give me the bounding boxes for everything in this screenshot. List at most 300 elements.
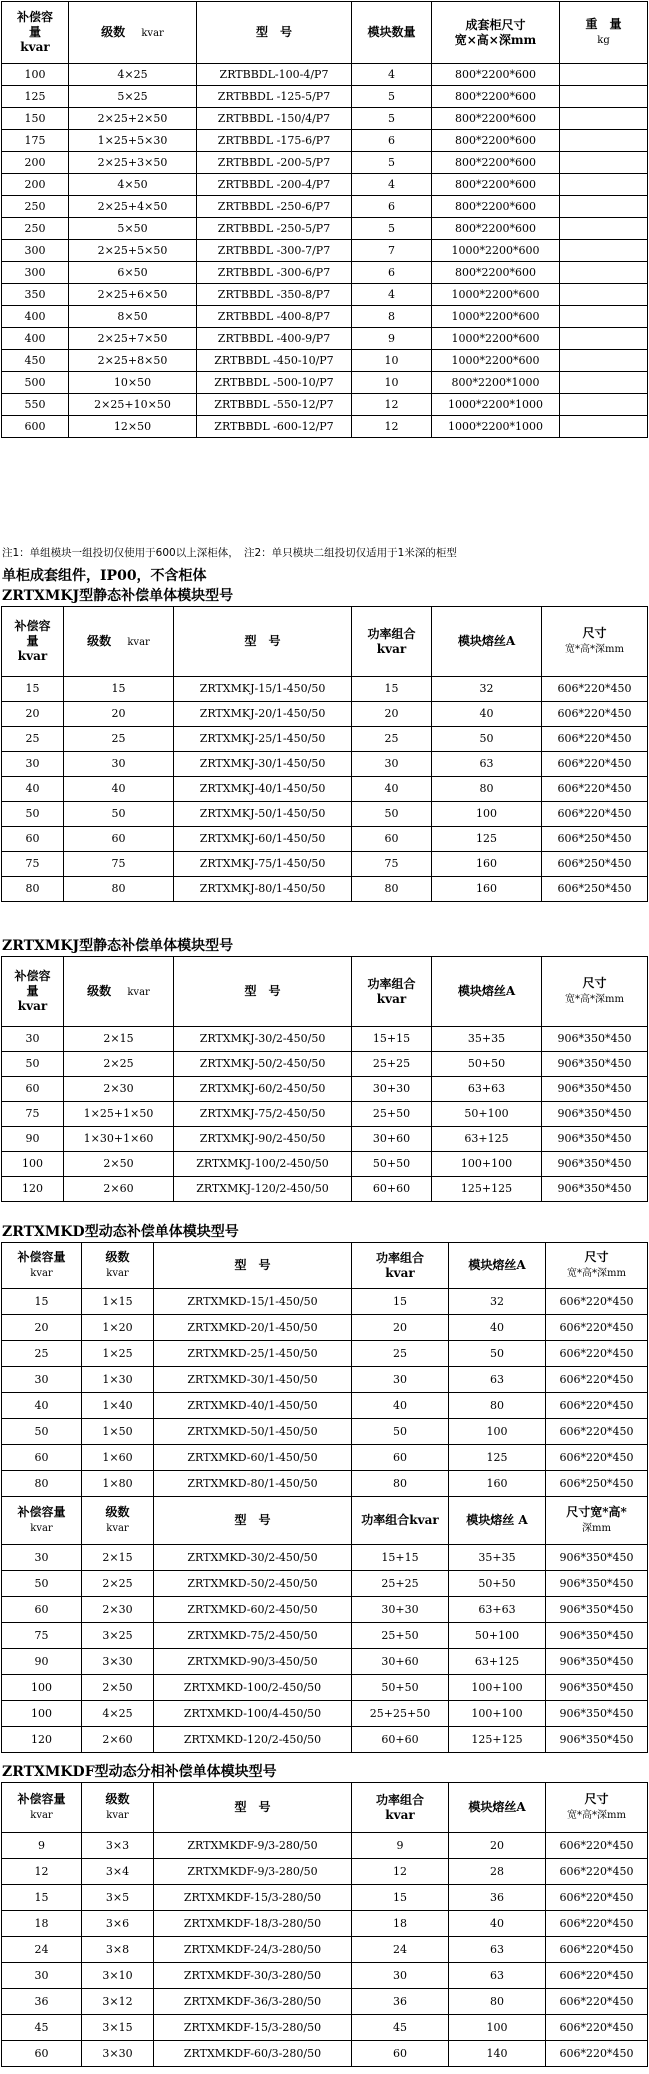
col-fuse-header: 模块熔丝 A bbox=[449, 1497, 546, 1545]
cell-col4: 40 bbox=[352, 777, 432, 802]
cell-col6: 906*350*450 bbox=[546, 1727, 648, 1753]
cell-col6: 906*350*450 bbox=[542, 1177, 648, 1202]
cell-model: ZRTBBDL -250-5/P7 bbox=[197, 218, 352, 240]
cell-col4: 18 bbox=[352, 1911, 449, 1937]
col-power-header: 功率组合 kvar bbox=[352, 957, 432, 1027]
cell-stages: 2×30 bbox=[64, 1077, 174, 1102]
cell-stages: 3×4 bbox=[82, 1859, 154, 1885]
cell-model: ZRTBBDL -600-12/P7 bbox=[197, 416, 352, 438]
cell-model: ZRTBBDL -500-10/P7 bbox=[197, 372, 352, 394]
col-cabinet-size-header: 成套柜尺寸 宽×高×深mm bbox=[432, 2, 560, 64]
cell-stages: 60 bbox=[64, 827, 174, 852]
table-header-row bbox=[2, 1243, 648, 1289]
cell-model: ZRTXMKJ-100/2-450/50 bbox=[174, 1152, 352, 1177]
cell-col4: 12 bbox=[352, 394, 432, 416]
cell-capacity: 30 bbox=[2, 1963, 82, 1989]
cell-col6: 606*220*450 bbox=[542, 727, 648, 752]
cell-stages: 5×50 bbox=[69, 218, 197, 240]
cell-col6: 906*350*450 bbox=[546, 1649, 648, 1675]
cell-col5: 100+100 bbox=[432, 1152, 542, 1177]
cell-col5: 160 bbox=[432, 877, 542, 902]
cell-col6 bbox=[560, 350, 648, 372]
table-row bbox=[2, 350, 648, 372]
cell-col5: 63+125 bbox=[449, 1649, 546, 1675]
cell-stages: 12×50 bbox=[69, 416, 197, 438]
cell-model: ZRTXMKJ-75/2-450/50 bbox=[174, 1102, 352, 1127]
cell-col5: 50+50 bbox=[432, 1052, 542, 1077]
col-fuse-header: 模块熔丝A bbox=[432, 607, 542, 677]
cell-capacity: 20 bbox=[2, 1315, 82, 1341]
table-header-row bbox=[2, 1783, 648, 1833]
table-row bbox=[2, 677, 648, 702]
cell-capacity: 50 bbox=[2, 1052, 64, 1077]
cell-model: ZRTXMKJ-20/1-450/50 bbox=[174, 702, 352, 727]
col-capacity-header: 补偿容 量 kvar bbox=[2, 2, 69, 64]
cell-model: ZRTXMKDF-30/3-280/50 bbox=[154, 1963, 352, 1989]
cell-stages: 2×50 bbox=[82, 1675, 154, 1701]
table-row bbox=[2, 1127, 648, 1152]
cell-col6: 606*220*450 bbox=[546, 1885, 648, 1911]
table-row bbox=[2, 1289, 648, 1315]
cell-model: ZRTXMKJ-90/2-450/50 bbox=[174, 1127, 352, 1152]
cell-col4: 25+50 bbox=[352, 1623, 449, 1649]
cell-capacity: 50 bbox=[2, 802, 64, 827]
cell-stages: 3×6 bbox=[82, 1911, 154, 1937]
table-row bbox=[2, 1027, 648, 1052]
cell-col4: 4 bbox=[352, 64, 432, 86]
cell-col4: 20 bbox=[352, 1315, 449, 1341]
cell-col6: 906*350*450 bbox=[542, 1152, 648, 1177]
cell-col4: 40 bbox=[352, 1393, 449, 1419]
cell-col4: 15+15 bbox=[352, 1027, 432, 1052]
col-stages-header: 级数 kvar bbox=[82, 1497, 154, 1545]
table-row bbox=[2, 1177, 648, 1202]
cell-model: ZRTXMKD-25/1-450/50 bbox=[154, 1341, 352, 1367]
cell-col6: 906*350*450 bbox=[542, 1077, 648, 1102]
cell-col4: 25+25 bbox=[352, 1571, 449, 1597]
cell-col6: 906*350*450 bbox=[546, 1571, 648, 1597]
cell-capacity: 100 bbox=[2, 1675, 82, 1701]
cell-stages: 20 bbox=[64, 702, 174, 727]
cell-col6: 906*350*450 bbox=[546, 1623, 648, 1649]
cell-col5: 800*2200*600 bbox=[432, 262, 560, 284]
cell-col5: 140 bbox=[449, 2041, 546, 2067]
col-fuse-header: 模块熔丝A bbox=[432, 957, 542, 1027]
cell-model: ZRTXMKJ-15/1-450/50 bbox=[174, 677, 352, 702]
table-row bbox=[2, 372, 648, 394]
static-double-module-table bbox=[1, 956, 648, 1202]
cell-capacity: 30 bbox=[2, 1027, 64, 1052]
cell-stages: 25 bbox=[64, 727, 174, 752]
table-row bbox=[2, 1419, 648, 1445]
cell-model: ZRTXMKDF-15/3-280/50 bbox=[154, 2015, 352, 2041]
table-row bbox=[2, 86, 648, 108]
table-row bbox=[2, 64, 648, 86]
cell-col4: 60 bbox=[352, 2041, 449, 2067]
cell-capacity: 60 bbox=[2, 1077, 64, 1102]
cell-capacity: 15 bbox=[2, 1885, 82, 1911]
cell-col4: 36 bbox=[352, 1989, 449, 2015]
cell-model: ZRTBBDL -450-10/P7 bbox=[197, 350, 352, 372]
col-capacity-header: 补偿容量 kvar bbox=[2, 1243, 82, 1289]
cell-stages: 1×40 bbox=[82, 1393, 154, 1419]
cell-model: ZRTXMKD-30/1-450/50 bbox=[154, 1367, 352, 1393]
cell-col5: 1000*2200*600 bbox=[432, 240, 560, 262]
cell-col4: 5 bbox=[352, 108, 432, 130]
cell-model: ZRTBBDL -300-6/P7 bbox=[197, 262, 352, 284]
cell-stages: 2×60 bbox=[64, 1177, 174, 1202]
cell-model: ZRTXMKJ-50/1-450/50 bbox=[174, 802, 352, 827]
cell-col6: 906*350*450 bbox=[546, 1597, 648, 1623]
cell-col6: 606*220*450 bbox=[546, 2041, 648, 2067]
cell-capacity: 90 bbox=[2, 1127, 64, 1152]
cell-col5: 800*2200*600 bbox=[432, 130, 560, 152]
cell-col6: 606*220*450 bbox=[546, 1963, 648, 1989]
table-row bbox=[2, 2015, 648, 2041]
col-module-count-header: 模块数量 bbox=[352, 2, 432, 64]
cell-col6: 606*220*450 bbox=[542, 677, 648, 702]
cell-capacity: 30 bbox=[2, 1367, 82, 1393]
cell-col4: 30+30 bbox=[352, 1597, 449, 1623]
cell-col5: 80 bbox=[432, 777, 542, 802]
cell-capacity: 550 bbox=[2, 394, 69, 416]
cell-stages: 8×50 bbox=[69, 306, 197, 328]
cell-col5: 1000*2200*600 bbox=[432, 350, 560, 372]
cell-col5: 800*2200*1000 bbox=[432, 372, 560, 394]
cell-capacity: 200 bbox=[2, 152, 69, 174]
cell-capacity: 150 bbox=[2, 108, 69, 130]
table-row bbox=[2, 1727, 648, 1753]
table-row bbox=[2, 1077, 648, 1102]
cell-col6: 606*220*450 bbox=[546, 1341, 648, 1367]
cell-col4: 50+50 bbox=[352, 1675, 449, 1701]
cell-capacity: 75 bbox=[2, 852, 64, 877]
table-row bbox=[2, 1102, 648, 1127]
cell-col5: 63+63 bbox=[432, 1077, 542, 1102]
cell-col6 bbox=[560, 328, 648, 350]
cell-capacity: 250 bbox=[2, 218, 69, 240]
cell-model: ZRTXMKD-30/2-450/50 bbox=[154, 1545, 352, 1571]
cell-col5: 20 bbox=[449, 1833, 546, 1859]
col-power-header: 功率组合 kvar bbox=[352, 1783, 449, 1833]
cell-col4: 5 bbox=[352, 218, 432, 240]
col-stages-header: 级数 kvar bbox=[82, 1783, 154, 1833]
cell-col5: 63+63 bbox=[449, 1597, 546, 1623]
cell-stages: 3×25 bbox=[82, 1623, 154, 1649]
cell-stages: 3×10 bbox=[82, 1963, 154, 1989]
cell-capacity: 100 bbox=[2, 1152, 64, 1177]
cell-capacity: 9 bbox=[2, 1833, 82, 1859]
cell-col6 bbox=[560, 174, 648, 196]
cell-col5: 100+100 bbox=[449, 1701, 546, 1727]
cell-col4: 60 bbox=[352, 1445, 449, 1471]
cell-model: ZRTBBDL -200-4/P7 bbox=[197, 174, 352, 196]
section-title-dynamic: ZRTXMKD型动态补偿单体模块型号 bbox=[2, 1224, 239, 1240]
cell-col4: 80 bbox=[352, 1471, 449, 1497]
table-row bbox=[2, 1989, 648, 2015]
cell-model: ZRTXMKD-100/4-450/50 bbox=[154, 1701, 352, 1727]
cell-col4: 30 bbox=[352, 1963, 449, 1989]
cell-model: ZRTBBDL -300-7/P7 bbox=[197, 240, 352, 262]
col-capacity-header: 补偿容量 kvar bbox=[2, 1497, 82, 1545]
section-title-static-double: ZRTXMKJ型静态补偿单体模块型号 bbox=[2, 938, 234, 954]
cell-model: ZRTXMKD-40/1-450/50 bbox=[154, 1393, 352, 1419]
col-capacity-header: 补偿容 量 kvar bbox=[2, 957, 64, 1027]
cell-col5: 160 bbox=[432, 852, 542, 877]
cell-col6: 606*220*450 bbox=[546, 1989, 648, 2015]
dynamic-split-phase-module-table bbox=[1, 1782, 648, 2067]
cell-stages: 50 bbox=[64, 802, 174, 827]
cell-stages: 2×25+8×50 bbox=[69, 350, 197, 372]
cell-stages: 1×25 bbox=[82, 1341, 154, 1367]
static-single-module-table bbox=[1, 606, 648, 902]
cell-model: ZRTXMKDF-18/3-280/50 bbox=[154, 1911, 352, 1937]
cell-col4: 5 bbox=[352, 152, 432, 174]
table-header-row bbox=[2, 2, 648, 64]
table-row bbox=[2, 1471, 648, 1497]
cell-stages: 2×25+6×50 bbox=[69, 284, 197, 306]
cell-col6 bbox=[560, 64, 648, 86]
cell-col4: 6 bbox=[352, 130, 432, 152]
cell-col5: 125 bbox=[449, 1445, 546, 1471]
cell-capacity: 250 bbox=[2, 196, 69, 218]
cell-col5: 800*2200*600 bbox=[432, 86, 560, 108]
cell-stages: 3×15 bbox=[82, 2015, 154, 2041]
cell-col5: 125+125 bbox=[432, 1177, 542, 1202]
cell-col4: 45 bbox=[352, 2015, 449, 2041]
cell-col6: 906*350*450 bbox=[542, 1052, 648, 1077]
table-row bbox=[2, 262, 648, 284]
cell-col5: 125 bbox=[432, 827, 542, 852]
cell-col5: 800*2200*600 bbox=[432, 64, 560, 86]
cell-col6: 606*220*450 bbox=[546, 2015, 648, 2041]
table-row bbox=[2, 1341, 648, 1367]
col-size-header: 尺寸 宽*高*深mm bbox=[542, 957, 648, 1027]
cell-col6: 606*220*450 bbox=[542, 777, 648, 802]
table-row bbox=[2, 1315, 648, 1341]
cell-col5: 63 bbox=[432, 752, 542, 777]
cell-capacity: 60 bbox=[2, 2041, 82, 2067]
cell-model: ZRTXMKD-20/1-450/50 bbox=[154, 1315, 352, 1341]
cell-stages: 2×25+4×50 bbox=[69, 196, 197, 218]
cell-stages: 30 bbox=[64, 752, 174, 777]
cell-col6: 606*220*450 bbox=[546, 1315, 648, 1341]
cell-model: ZRTBBDL -250-6/P7 bbox=[197, 196, 352, 218]
table-row bbox=[2, 1545, 648, 1571]
cell-capacity: 15 bbox=[2, 677, 64, 702]
cell-col4: 50+50 bbox=[352, 1152, 432, 1177]
cell-col5: 40 bbox=[432, 702, 542, 727]
cell-stages: 2×25+2×50 bbox=[69, 108, 197, 130]
cell-stages: 1×15 bbox=[82, 1289, 154, 1315]
cell-capacity: 80 bbox=[2, 1471, 82, 1497]
table-row bbox=[2, 827, 648, 852]
col-size-header: 尺寸 宽*高*深mm bbox=[542, 607, 648, 677]
cell-capacity: 350 bbox=[2, 284, 69, 306]
col-size-header: 尺寸 宽*高*深mm bbox=[546, 1783, 648, 1833]
cell-stages: 40 bbox=[64, 777, 174, 802]
col-capacity-header: 补偿容量 kvar bbox=[2, 1783, 82, 1833]
cell-col5: 800*2200*600 bbox=[432, 152, 560, 174]
cell-capacity: 24 bbox=[2, 1937, 82, 1963]
cell-stages: 15 bbox=[64, 677, 174, 702]
cell-stages: 3×30 bbox=[82, 2041, 154, 2067]
col-power-header: 功率组合 kvar bbox=[352, 1243, 449, 1289]
cell-model: ZRTXMKD-90/3-450/50 bbox=[154, 1649, 352, 1675]
cell-col4: 7 bbox=[352, 240, 432, 262]
cell-col6 bbox=[560, 372, 648, 394]
col-stages-header: 级数 kvar bbox=[82, 1243, 154, 1289]
cell-stages: 3×12 bbox=[82, 1989, 154, 2015]
cell-stages: 2×30 bbox=[82, 1597, 154, 1623]
cell-capacity: 400 bbox=[2, 306, 69, 328]
cell-col6: 606*220*450 bbox=[542, 752, 648, 777]
cell-col4: 25 bbox=[352, 1341, 449, 1367]
cell-capacity: 600 bbox=[2, 416, 69, 438]
cell-col6: 606*250*450 bbox=[542, 852, 648, 877]
cell-col6 bbox=[560, 108, 648, 130]
cell-capacity: 40 bbox=[2, 777, 64, 802]
cell-model: ZRTXMKJ-75/1-450/50 bbox=[174, 852, 352, 877]
col-size-header: 尺寸 宽*高*深mm bbox=[546, 1243, 648, 1289]
table-row bbox=[2, 394, 648, 416]
cell-col6 bbox=[560, 152, 648, 174]
cell-col6 bbox=[560, 394, 648, 416]
table-row bbox=[2, 416, 648, 438]
cell-col5: 40 bbox=[449, 1911, 546, 1937]
table-subheader-row bbox=[2, 1497, 648, 1545]
col-model-header: 型 号 bbox=[174, 957, 352, 1027]
cell-model: ZRTBBDL -400-8/P7 bbox=[197, 306, 352, 328]
cell-col5: 35+35 bbox=[449, 1545, 546, 1571]
table-row bbox=[2, 1963, 648, 1989]
cell-col6 bbox=[560, 306, 648, 328]
cell-col5: 35+35 bbox=[432, 1027, 542, 1052]
cell-stages: 2×15 bbox=[82, 1545, 154, 1571]
table-row bbox=[2, 1571, 648, 1597]
table-row bbox=[2, 174, 648, 196]
cell-stages: 2×25 bbox=[64, 1052, 174, 1077]
dynamic-module-table bbox=[1, 1242, 648, 1753]
cell-col6: 606*220*450 bbox=[546, 1445, 648, 1471]
cell-col5: 50+100 bbox=[432, 1102, 542, 1127]
cell-capacity: 100 bbox=[2, 1701, 82, 1727]
table-row bbox=[2, 1701, 648, 1727]
cell-model: ZRTXMKDF-36/3-280/50 bbox=[154, 1989, 352, 2015]
cell-capacity: 300 bbox=[2, 262, 69, 284]
cell-capacity: 18 bbox=[2, 1911, 82, 1937]
col-fuse-header: 模块熔丝A bbox=[449, 1243, 546, 1289]
cell-model: ZRTXMKD-15/1-450/50 bbox=[154, 1289, 352, 1315]
cell-col6 bbox=[560, 416, 648, 438]
cell-col4: 8 bbox=[352, 306, 432, 328]
cell-col5: 1000*2200*1000 bbox=[432, 416, 560, 438]
cell-model: ZRTXMKD-80/1-450/50 bbox=[154, 1471, 352, 1497]
table-row bbox=[2, 702, 648, 727]
table-row bbox=[2, 240, 648, 262]
cell-model: ZRTXMKD-50/1-450/50 bbox=[154, 1419, 352, 1445]
cell-model: ZRTBBDL -125-5/P7 bbox=[197, 86, 352, 108]
cell-model: ZRTXMKDF-60/3-280/50 bbox=[154, 2041, 352, 2067]
col-weight-header: 重 量 kg bbox=[560, 2, 648, 64]
cell-model: ZRTXMKJ-30/1-450/50 bbox=[174, 752, 352, 777]
cell-capacity: 120 bbox=[2, 1727, 82, 1753]
cell-stages: 80 bbox=[64, 877, 174, 902]
cell-model: ZRTXMKDF-9/3-280/50 bbox=[154, 1859, 352, 1885]
cell-col5: 1000*2200*1000 bbox=[432, 394, 560, 416]
cell-col6: 906*350*450 bbox=[546, 1701, 648, 1727]
table-row bbox=[2, 852, 648, 877]
cell-col5: 80 bbox=[449, 1989, 546, 2015]
cell-stages: 4×25 bbox=[82, 1701, 154, 1727]
table-row bbox=[2, 752, 648, 777]
cell-capacity: 50 bbox=[2, 1419, 82, 1445]
table-header-row bbox=[2, 607, 648, 677]
table-row bbox=[2, 777, 648, 802]
cell-stages: 2×15 bbox=[64, 1027, 174, 1052]
cell-model: ZRTBBDL -175-6/P7 bbox=[197, 130, 352, 152]
cell-col4: 60+60 bbox=[352, 1727, 449, 1753]
cell-capacity: 90 bbox=[2, 1649, 82, 1675]
col-stages-header: 级数 kvar bbox=[69, 2, 197, 64]
cell-col4: 25 bbox=[352, 727, 432, 752]
cell-col6: 606*250*450 bbox=[542, 827, 648, 852]
cell-col4: 15 bbox=[352, 1289, 449, 1315]
col-capacity-header: 补偿容 量 kvar bbox=[2, 607, 64, 677]
cell-stages: 4×50 bbox=[69, 174, 197, 196]
cell-col5: 63 bbox=[449, 1367, 546, 1393]
cell-model: ZRTXMKD-100/2-450/50 bbox=[154, 1675, 352, 1701]
cell-col4: 10 bbox=[352, 350, 432, 372]
cell-model: ZRTXMKDF-15/3-280/50 bbox=[154, 1885, 352, 1911]
cell-stages: 1×30+1×60 bbox=[64, 1127, 174, 1152]
cell-col6: 606*250*450 bbox=[546, 1471, 648, 1497]
cell-stages: 2×60 bbox=[82, 1727, 154, 1753]
section-title-dynamic-split-phase: ZRTXMKDF型动态分相补偿单体模块型号 bbox=[2, 1764, 277, 1780]
cell-col5: 1000*2200*600 bbox=[432, 328, 560, 350]
table-row bbox=[2, 130, 648, 152]
cell-col4: 12 bbox=[352, 416, 432, 438]
col-power-header: 功率组合kvar bbox=[352, 1497, 449, 1545]
cell-capacity: 200 bbox=[2, 174, 69, 196]
table-row bbox=[2, 284, 648, 306]
cell-stages: 1×25+5×30 bbox=[69, 130, 197, 152]
cell-stages: 4×25 bbox=[69, 64, 197, 86]
cell-stages: 3×3 bbox=[82, 1833, 154, 1859]
cell-col5: 63+125 bbox=[432, 1127, 542, 1152]
cell-capacity: 175 bbox=[2, 130, 69, 152]
cell-capacity: 300 bbox=[2, 240, 69, 262]
cell-col4: 6 bbox=[352, 196, 432, 218]
cell-col6 bbox=[560, 240, 648, 262]
cell-stages: 1×25+1×50 bbox=[64, 1102, 174, 1127]
cell-model: ZRTBBDL -200-5/P7 bbox=[197, 152, 352, 174]
table-row bbox=[2, 108, 648, 130]
col-size-header: 尺寸宽*高* 深mm bbox=[546, 1497, 648, 1545]
cell-capacity: 40 bbox=[2, 1393, 82, 1419]
col-model-header: 型 号 bbox=[174, 607, 352, 677]
cell-col6: 906*350*450 bbox=[542, 1102, 648, 1127]
cell-col5: 40 bbox=[449, 1315, 546, 1341]
cell-col6: 606*220*450 bbox=[542, 802, 648, 827]
cell-col6: 606*220*450 bbox=[546, 1367, 648, 1393]
cell-stages: 1×20 bbox=[82, 1315, 154, 1341]
table-row bbox=[2, 802, 648, 827]
cell-capacity: 100 bbox=[2, 64, 69, 86]
table-row bbox=[2, 2041, 648, 2067]
cell-stages: 2×25+7×50 bbox=[69, 328, 197, 350]
cell-model: ZRTXMKD-120/2-450/50 bbox=[154, 1727, 352, 1753]
